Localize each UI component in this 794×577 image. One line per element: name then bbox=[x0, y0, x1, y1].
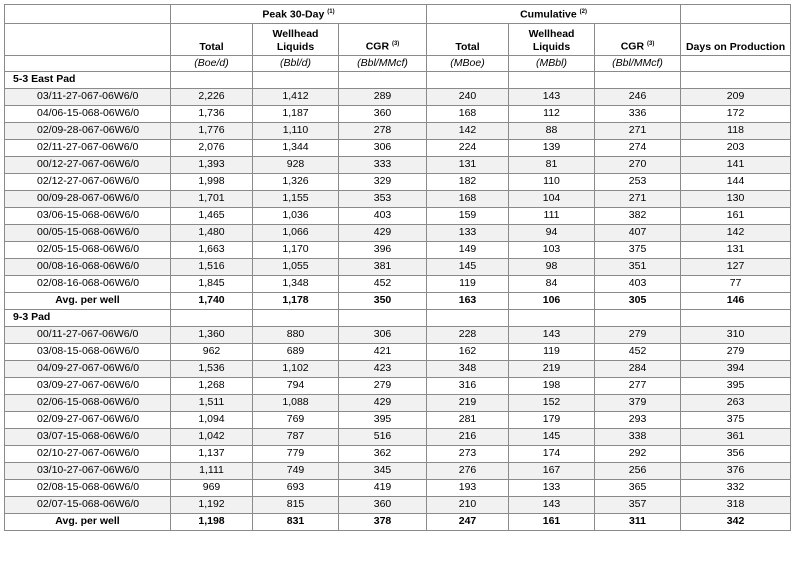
table-row bbox=[5, 122, 791, 139]
value-cell: 289 bbox=[339, 88, 427, 105]
value-cell: 361 bbox=[681, 428, 791, 445]
value-cell: 356 bbox=[681, 445, 791, 462]
unit-cell bbox=[681, 55, 791, 71]
value-cell: 310 bbox=[681, 326, 791, 343]
value-cell: 318 bbox=[681, 496, 791, 513]
value-cell: 381 bbox=[339, 258, 427, 275]
value-cell: 332 bbox=[681, 479, 791, 496]
value-cell: 127 bbox=[681, 258, 791, 275]
well-id-cell: 02/11-27-067-06W6/0 bbox=[5, 139, 171, 156]
group-blank-cell bbox=[681, 71, 791, 88]
value-cell: 119 bbox=[427, 275, 509, 292]
value-cell: 274 bbox=[595, 139, 681, 156]
value-cell: 421 bbox=[339, 343, 427, 360]
value-cell: 253 bbox=[595, 173, 681, 190]
value-cell: 281 bbox=[427, 411, 509, 428]
value-cell: 353 bbox=[339, 190, 427, 207]
group-blank-cell bbox=[509, 309, 595, 326]
value-cell: 360 bbox=[339, 105, 427, 122]
value-cell: 429 bbox=[339, 224, 427, 241]
value-cell: 88 bbox=[509, 122, 595, 139]
value-cell: 1,094 bbox=[171, 411, 253, 428]
value-cell: 130 bbox=[681, 190, 791, 207]
value-cell: 1,360 bbox=[171, 326, 253, 343]
value-cell: 279 bbox=[595, 326, 681, 343]
value-cell: 139 bbox=[509, 139, 595, 156]
value-cell: 1,663 bbox=[171, 241, 253, 258]
value-cell: 379 bbox=[595, 394, 681, 411]
value-cell: 375 bbox=[595, 241, 681, 258]
table-row bbox=[5, 496, 791, 513]
table-row bbox=[5, 105, 791, 122]
table-row bbox=[5, 190, 791, 207]
value-cell: 270 bbox=[595, 156, 681, 173]
value-cell: 256 bbox=[595, 462, 681, 479]
value-cell: 815 bbox=[253, 496, 339, 513]
well-id-cell: 02/10-27-067-06W6/0 bbox=[5, 445, 171, 462]
average-value: 1,740 bbox=[171, 292, 253, 309]
average-row bbox=[5, 513, 791, 530]
value-cell: 382 bbox=[595, 207, 681, 224]
value-cell: 144 bbox=[681, 173, 791, 190]
value-cell: 1,516 bbox=[171, 258, 253, 275]
value-cell: 1,736 bbox=[171, 105, 253, 122]
value-cell: 133 bbox=[427, 224, 509, 241]
value-cell: 1,055 bbox=[253, 258, 339, 275]
average-value: 161 bbox=[509, 513, 595, 530]
well-id-cell: 02/07-15-068-06W6/0 bbox=[5, 496, 171, 513]
value-cell: 279 bbox=[681, 343, 791, 360]
value-cell: 1,465 bbox=[171, 207, 253, 224]
value-cell: 172 bbox=[681, 105, 791, 122]
group-blank-cell bbox=[681, 309, 791, 326]
value-cell: 306 bbox=[339, 326, 427, 343]
value-cell: 198 bbox=[509, 377, 595, 394]
value-cell: 168 bbox=[427, 105, 509, 122]
table-row bbox=[5, 479, 791, 496]
value-cell: 338 bbox=[595, 428, 681, 445]
well-id-cell: 02/12-27-067-06W6/0 bbox=[5, 173, 171, 190]
header-group-row bbox=[5, 5, 791, 24]
value-cell: 228 bbox=[427, 326, 509, 343]
average-value: 350 bbox=[339, 292, 427, 309]
well-id-cell: 00/11-27-067-06W6/0 bbox=[5, 326, 171, 343]
value-cell: 84 bbox=[509, 275, 595, 292]
value-cell: 203 bbox=[681, 139, 791, 156]
value-cell: 293 bbox=[595, 411, 681, 428]
well-id-cell: 03/07-15-068-06W6/0 bbox=[5, 428, 171, 445]
well-id-cell: 00/12-27-067-06W6/0 bbox=[5, 156, 171, 173]
table-row bbox=[5, 428, 791, 445]
header-blank-cell bbox=[5, 23, 171, 55]
value-cell: 219 bbox=[427, 394, 509, 411]
well-id-cell: 03/08-15-068-06W6/0 bbox=[5, 343, 171, 360]
value-cell: 1,511 bbox=[171, 394, 253, 411]
units-blank-cell bbox=[5, 55, 171, 71]
production-table bbox=[4, 4, 791, 531]
well-id-cell: 00/09-28-067-06W6/0 bbox=[5, 190, 171, 207]
group-blank-cell bbox=[427, 309, 509, 326]
value-cell: 292 bbox=[595, 445, 681, 462]
table-row bbox=[5, 360, 791, 377]
value-cell: 162 bbox=[427, 343, 509, 360]
peak-cgr-header: CGR $^{(3)}$ bbox=[339, 23, 427, 55]
value-cell: 179 bbox=[509, 411, 595, 428]
value-cell: 336 bbox=[595, 105, 681, 122]
well-id-cell: 02/05-15-068-06W6/0 bbox=[5, 241, 171, 258]
value-cell: 403 bbox=[595, 275, 681, 292]
value-cell: 224 bbox=[427, 139, 509, 156]
value-cell: 81 bbox=[509, 156, 595, 173]
value-cell: 969 bbox=[171, 479, 253, 496]
days-on-production-header: Days on Production bbox=[681, 23, 791, 55]
average-value: 146 bbox=[681, 292, 791, 309]
group-blank-cell bbox=[253, 71, 339, 88]
average-value: 163 bbox=[427, 292, 509, 309]
value-cell: 779 bbox=[253, 445, 339, 462]
table-row bbox=[5, 462, 791, 479]
value-cell: 394 bbox=[681, 360, 791, 377]
table-row bbox=[5, 445, 791, 462]
well-id-cell: 03/09-27-067-06W6/0 bbox=[5, 377, 171, 394]
table-row bbox=[5, 241, 791, 258]
group-header-row bbox=[5, 71, 791, 88]
unit-cell: (Bbl/d) bbox=[253, 55, 339, 71]
value-cell: 271 bbox=[595, 122, 681, 139]
average-value: 1,198 bbox=[171, 513, 253, 530]
value-cell: 1,066 bbox=[253, 224, 339, 241]
peak-30-day-header: Peak 30-Day $^{(1)}$ bbox=[171, 5, 427, 24]
value-cell: 1,088 bbox=[253, 394, 339, 411]
group-name: 9-3 Pad bbox=[5, 309, 171, 326]
value-cell: 104 bbox=[509, 190, 595, 207]
value-cell: 94 bbox=[509, 224, 595, 241]
value-cell: 1,036 bbox=[253, 207, 339, 224]
value-cell: 1,102 bbox=[253, 360, 339, 377]
average-row bbox=[5, 292, 791, 309]
table-row bbox=[5, 224, 791, 241]
value-cell: 1,412 bbox=[253, 88, 339, 105]
value-cell: 142 bbox=[427, 122, 509, 139]
value-cell: 133 bbox=[509, 479, 595, 496]
value-cell: 167 bbox=[509, 462, 595, 479]
value-cell: 351 bbox=[595, 258, 681, 275]
unit-cell: (Bbl/MMcf) bbox=[339, 55, 427, 71]
value-cell: 1,348 bbox=[253, 275, 339, 292]
value-cell: 1,326 bbox=[253, 173, 339, 190]
value-cell: 396 bbox=[339, 241, 427, 258]
table-row bbox=[5, 207, 791, 224]
table-row bbox=[5, 258, 791, 275]
average-value: 1,178 bbox=[253, 292, 339, 309]
value-cell: 77 bbox=[681, 275, 791, 292]
value-cell: 419 bbox=[339, 479, 427, 496]
group-blank-cell bbox=[595, 309, 681, 326]
value-cell: 423 bbox=[339, 360, 427, 377]
value-cell: 429 bbox=[339, 394, 427, 411]
value-cell: 143 bbox=[509, 496, 595, 513]
value-cell: 284 bbox=[595, 360, 681, 377]
value-cell: 143 bbox=[509, 88, 595, 105]
unit-cell: (MBbl) bbox=[509, 55, 595, 71]
value-cell: 277 bbox=[595, 377, 681, 394]
value-cell: 452 bbox=[595, 343, 681, 360]
header-blank-cell bbox=[5, 5, 171, 24]
value-cell: 1,137 bbox=[171, 445, 253, 462]
value-cell: 118 bbox=[681, 122, 791, 139]
cumulative-header: Cumulative $^{(2)}$ bbox=[427, 5, 681, 24]
cum-cgr-header: CGR $^{(3)}$ bbox=[595, 23, 681, 55]
group-blank-cell bbox=[339, 309, 427, 326]
value-cell: 168 bbox=[427, 190, 509, 207]
value-cell: 143 bbox=[509, 326, 595, 343]
value-cell: 516 bbox=[339, 428, 427, 445]
value-cell: 142 bbox=[681, 224, 791, 241]
value-cell: 2,226 bbox=[171, 88, 253, 105]
well-id-cell: 04/09-27-067-06W6/0 bbox=[5, 360, 171, 377]
average-value: 378 bbox=[339, 513, 427, 530]
value-cell: 1,536 bbox=[171, 360, 253, 377]
value-cell: 407 bbox=[595, 224, 681, 241]
value-cell: 1,776 bbox=[171, 122, 253, 139]
value-cell: 210 bbox=[427, 496, 509, 513]
value-cell: 403 bbox=[339, 207, 427, 224]
value-cell: 119 bbox=[509, 343, 595, 360]
table-row bbox=[5, 326, 791, 343]
value-cell: 1,187 bbox=[253, 105, 339, 122]
value-cell: 159 bbox=[427, 207, 509, 224]
group-blank-cell bbox=[595, 71, 681, 88]
average-label: Avg. per well bbox=[5, 292, 171, 309]
value-cell: 2,076 bbox=[171, 139, 253, 156]
average-value: 311 bbox=[595, 513, 681, 530]
table-row bbox=[5, 275, 791, 292]
value-cell: 152 bbox=[509, 394, 595, 411]
table-row bbox=[5, 139, 791, 156]
value-cell: 360 bbox=[339, 496, 427, 513]
peak-total-header: Total bbox=[171, 23, 253, 55]
table-row bbox=[5, 411, 791, 428]
value-cell: 365 bbox=[595, 479, 681, 496]
value-cell: 145 bbox=[509, 428, 595, 445]
value-cell: 693 bbox=[253, 479, 339, 496]
well-id-cell: 04/06-15-068-06W6/0 bbox=[5, 105, 171, 122]
value-cell: 962 bbox=[171, 343, 253, 360]
peak-liquids-header: Wellhead Liquids bbox=[253, 23, 339, 55]
value-cell: 149 bbox=[427, 241, 509, 258]
table-row bbox=[5, 156, 791, 173]
units-row bbox=[5, 55, 791, 71]
table-row bbox=[5, 343, 791, 360]
value-cell: 240 bbox=[427, 88, 509, 105]
value-cell: 395 bbox=[339, 411, 427, 428]
value-cell: 1,111 bbox=[171, 462, 253, 479]
well-id-cell: 02/08-15-068-06W6/0 bbox=[5, 479, 171, 496]
group-blank-cell bbox=[339, 71, 427, 88]
average-value: 342 bbox=[681, 513, 791, 530]
value-cell: 131 bbox=[681, 241, 791, 258]
value-cell: 182 bbox=[427, 173, 509, 190]
value-cell: 1,042 bbox=[171, 428, 253, 445]
value-cell: 111 bbox=[509, 207, 595, 224]
days-header-top bbox=[681, 5, 791, 24]
value-cell: 348 bbox=[427, 360, 509, 377]
value-cell: 689 bbox=[253, 343, 339, 360]
group-name: 5-3 East Pad bbox=[5, 71, 171, 88]
value-cell: 1,155 bbox=[253, 190, 339, 207]
well-id-cell: 03/11-27-067-06W6/0 bbox=[5, 88, 171, 105]
value-cell: 787 bbox=[253, 428, 339, 445]
value-cell: 174 bbox=[509, 445, 595, 462]
value-cell: 357 bbox=[595, 496, 681, 513]
well-id-cell: 00/05-15-068-06W6/0 bbox=[5, 224, 171, 241]
value-cell: 145 bbox=[427, 258, 509, 275]
value-cell: 1,344 bbox=[253, 139, 339, 156]
value-cell: 112 bbox=[509, 105, 595, 122]
value-cell: 362 bbox=[339, 445, 427, 462]
well-id-cell: 03/06-15-068-06W6/0 bbox=[5, 207, 171, 224]
value-cell: 329 bbox=[339, 173, 427, 190]
value-cell: 279 bbox=[339, 377, 427, 394]
value-cell: 395 bbox=[681, 377, 791, 394]
value-cell: 1,480 bbox=[171, 224, 253, 241]
group-blank-cell bbox=[509, 71, 595, 88]
table-row bbox=[5, 88, 791, 105]
average-value: 831 bbox=[253, 513, 339, 530]
value-cell: 794 bbox=[253, 377, 339, 394]
value-cell: 306 bbox=[339, 139, 427, 156]
header-column-row bbox=[5, 23, 791, 55]
value-cell: 1,170 bbox=[253, 241, 339, 258]
value-cell: 271 bbox=[595, 190, 681, 207]
average-value: 305 bbox=[595, 292, 681, 309]
group-blank-cell bbox=[171, 71, 253, 88]
group-blank-cell bbox=[427, 71, 509, 88]
value-cell: 263 bbox=[681, 394, 791, 411]
value-cell: 749 bbox=[253, 462, 339, 479]
value-cell: 316 bbox=[427, 377, 509, 394]
average-value: 106 bbox=[509, 292, 595, 309]
average-value: 247 bbox=[427, 513, 509, 530]
table-row bbox=[5, 394, 791, 411]
value-cell: 1,110 bbox=[253, 122, 339, 139]
value-cell: 161 bbox=[681, 207, 791, 224]
value-cell: 375 bbox=[681, 411, 791, 428]
value-cell: 1,998 bbox=[171, 173, 253, 190]
value-cell: 110 bbox=[509, 173, 595, 190]
value-cell: 98 bbox=[509, 258, 595, 275]
value-cell: 452 bbox=[339, 275, 427, 292]
group-header-row bbox=[5, 309, 791, 326]
value-cell: 131 bbox=[427, 156, 509, 173]
table-row bbox=[5, 173, 791, 190]
value-cell: 1,268 bbox=[171, 377, 253, 394]
value-cell: 928 bbox=[253, 156, 339, 173]
value-cell: 209 bbox=[681, 88, 791, 105]
value-cell: 769 bbox=[253, 411, 339, 428]
value-cell: 345 bbox=[339, 462, 427, 479]
value-cell: 141 bbox=[681, 156, 791, 173]
group-blank-cell bbox=[253, 309, 339, 326]
value-cell: 1,845 bbox=[171, 275, 253, 292]
unit-cell: (Bbl/MMcf) bbox=[595, 55, 681, 71]
cum-total-header: Total bbox=[427, 23, 509, 55]
well-id-cell: 02/06-15-068-06W6/0 bbox=[5, 394, 171, 411]
value-cell: 880 bbox=[253, 326, 339, 343]
value-cell: 246 bbox=[595, 88, 681, 105]
value-cell: 1,701 bbox=[171, 190, 253, 207]
value-cell: 219 bbox=[509, 360, 595, 377]
value-cell: 278 bbox=[339, 122, 427, 139]
well-id-cell: 02/08-16-068-06W6/0 bbox=[5, 275, 171, 292]
average-label: Avg. per well bbox=[5, 513, 171, 530]
unit-cell: (Boe/d) bbox=[171, 55, 253, 71]
well-id-cell: 02/09-27-067-06W6/0 bbox=[5, 411, 171, 428]
well-id-cell: 02/09-28-067-06W6/0 bbox=[5, 122, 171, 139]
value-cell: 1,393 bbox=[171, 156, 253, 173]
well-id-cell: 00/08-16-068-06W6/0 bbox=[5, 258, 171, 275]
value-cell: 333 bbox=[339, 156, 427, 173]
table-row bbox=[5, 377, 791, 394]
value-cell: 376 bbox=[681, 462, 791, 479]
value-cell: 216 bbox=[427, 428, 509, 445]
value-cell: 103 bbox=[509, 241, 595, 258]
well-id-cell: 03/10-27-067-06W6/0 bbox=[5, 462, 171, 479]
value-cell: 1,192 bbox=[171, 496, 253, 513]
value-cell: 276 bbox=[427, 462, 509, 479]
group-blank-cell bbox=[171, 309, 253, 326]
unit-cell: (MBoe) bbox=[427, 55, 509, 71]
value-cell: 273 bbox=[427, 445, 509, 462]
value-cell: 193 bbox=[427, 479, 509, 496]
cum-liquids-header: Wellhead Liquids bbox=[509, 23, 595, 55]
